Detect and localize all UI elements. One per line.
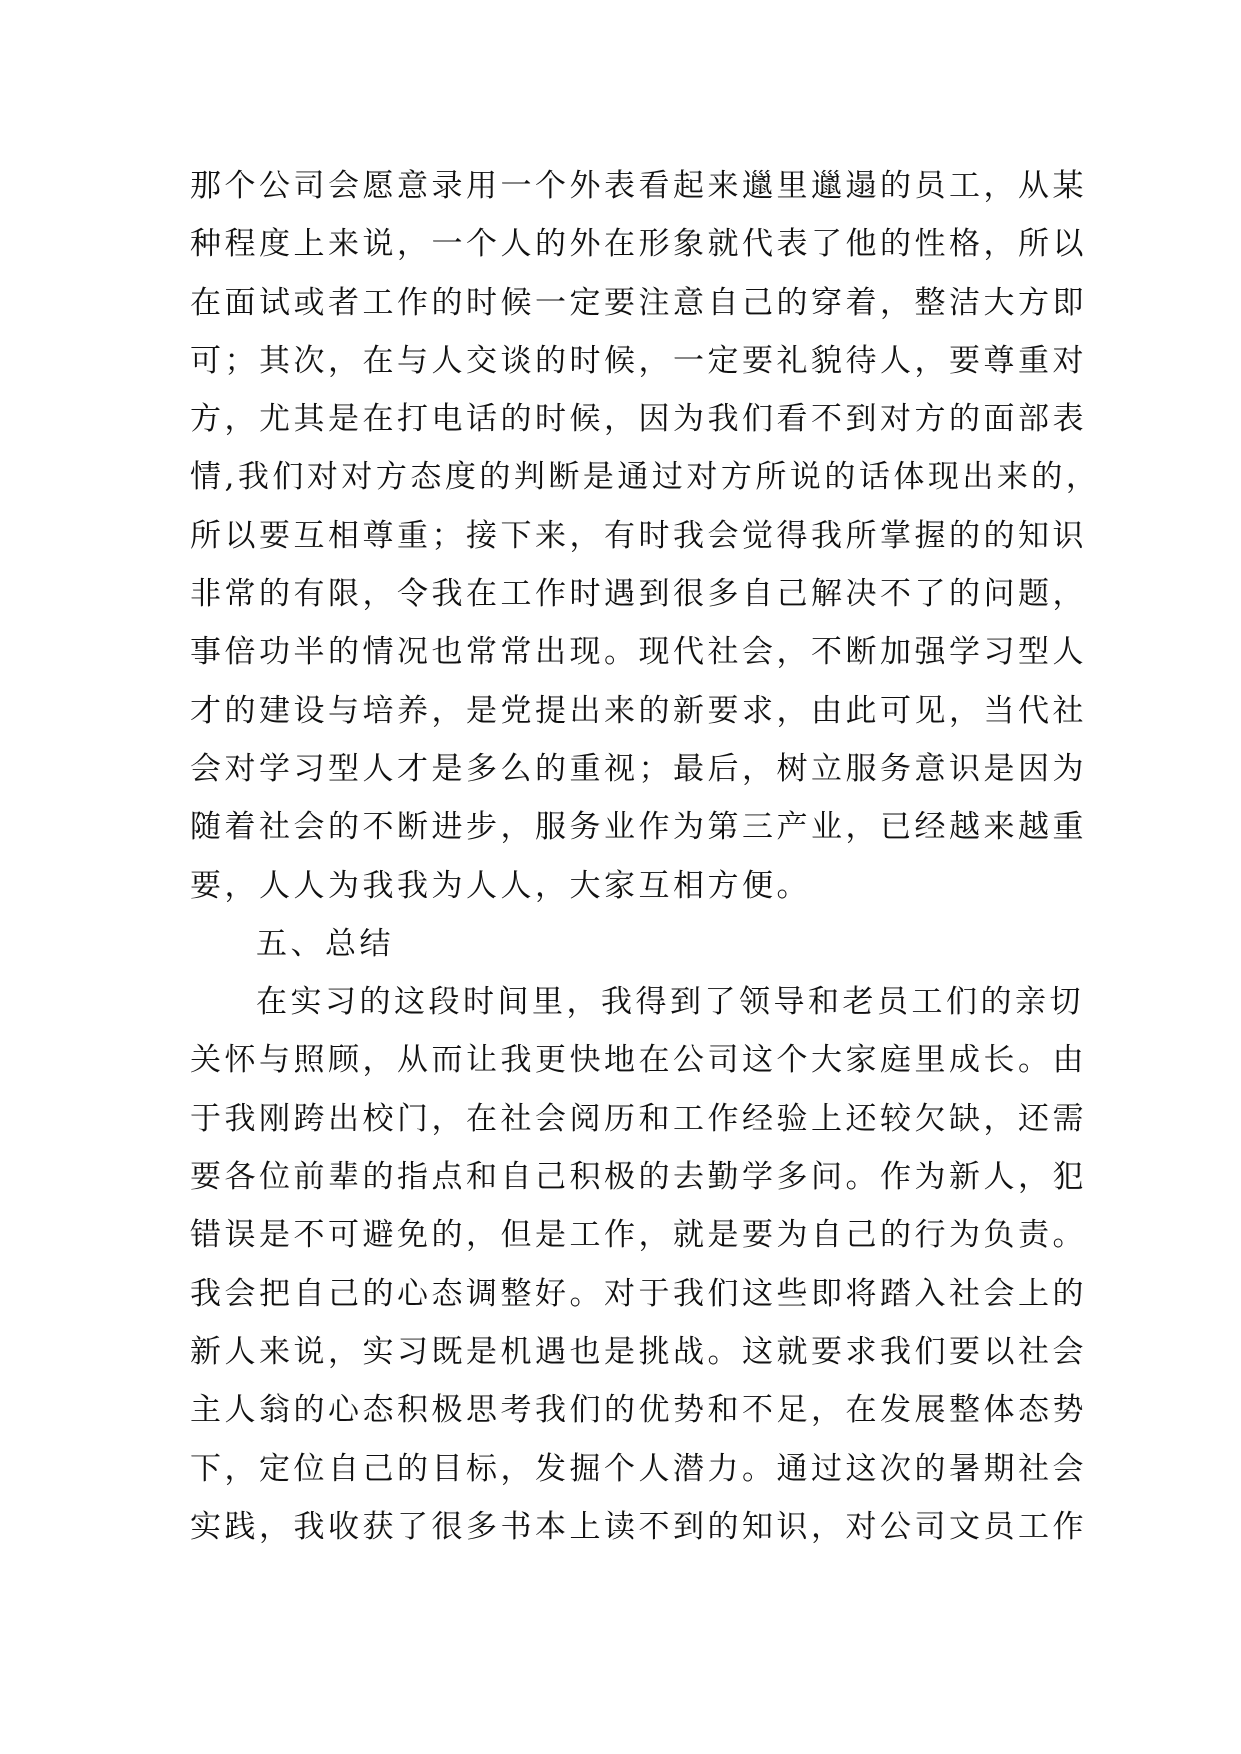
text-line: 随着社会的不断进步，服务业作为第三产业，已经越来越重 [190, 809, 1087, 846]
text-line: 才的建设与培养，是党提出来的新要求，由此可见，当代社 [190, 692, 1087, 729]
section-heading: 五、总结 [256, 925, 394, 962]
text-line: 在实习的这段时间里，我得到了领导和老员工们的亲切 [256, 984, 1084, 1021]
text-line: 事倍功半的情况也常常出现。现代社会，不断加强学习型人 [190, 634, 1087, 671]
text-line: 于我刚跨出校门，在社会阅历和工作经验上还较欠缺，还需 [190, 1100, 1087, 1137]
text-line: 我会把自己的心态调整好。对于我们这些即将踏入社会上的 [190, 1275, 1087, 1312]
text-line: 种程度上来说，一个人的外在形象就代表了他的性格，所以 [190, 226, 1087, 263]
text-line: 新人来说，实习既是机遇也是挑战。这就要求我们要以社会 [190, 1333, 1087, 1370]
text-line: 在面试或者工作的时候一定要注意自己的穿着，整洁大方即 [190, 284, 1087, 321]
text-line: 可；其次，在与人交谈的时候，一定要礼貌待人，要尊重对 [190, 342, 1087, 379]
paragraph-continuation [190, 157, 1101, 915]
text-line: 方，尤其是在打电话的时候，因为我们看不到对方的面部表 [190, 401, 1087, 438]
text-line: 非常的有限，令我在工作时遇到很多自己解决不了的问题， [190, 576, 1087, 613]
text-line: 会对学习型人才是多么的重视；最后，树立服务意识是因为 [190, 750, 1087, 787]
text-line: 错误是不可避免的，但是工作，就是要为自己的行为负责。 [190, 1217, 1087, 1254]
summary-paragraph [190, 973, 1087, 1556]
document-body [190, 157, 1101, 1556]
text-line: 要，人人为我我为人人，大家互相方便。 [190, 867, 811, 904]
text-line: 所以要互相尊重；接下来，有时我会觉得我所掌握的的知识 [190, 517, 1087, 554]
text-line: 主人翁的心态积极思考我们的优势和不足，在发展整体态势 [190, 1392, 1087, 1429]
text-line: 那个公司会愿意录用一个外表看起来邋里邋遢的员工，从某 [190, 168, 1087, 204]
text-line: 要各位前辈的指点和自己积极的去勤学多问。作为新人，犯 [190, 1159, 1087, 1196]
text-line: 关怀与照顾，从而让我更快地在公司这个大家庭里成长。由 [190, 1042, 1087, 1079]
text-line: 实践，我收获了很多书本上读不到的知识，对公司文员工作 [190, 1508, 1087, 1545]
text-line: 下，定位自己的目标，发掘个人潜力。通过这次的暑期社会 [190, 1450, 1087, 1487]
text-line: 情,我们对对方态度的判断是通过对方所说的话体现出来的， [190, 459, 1101, 496]
